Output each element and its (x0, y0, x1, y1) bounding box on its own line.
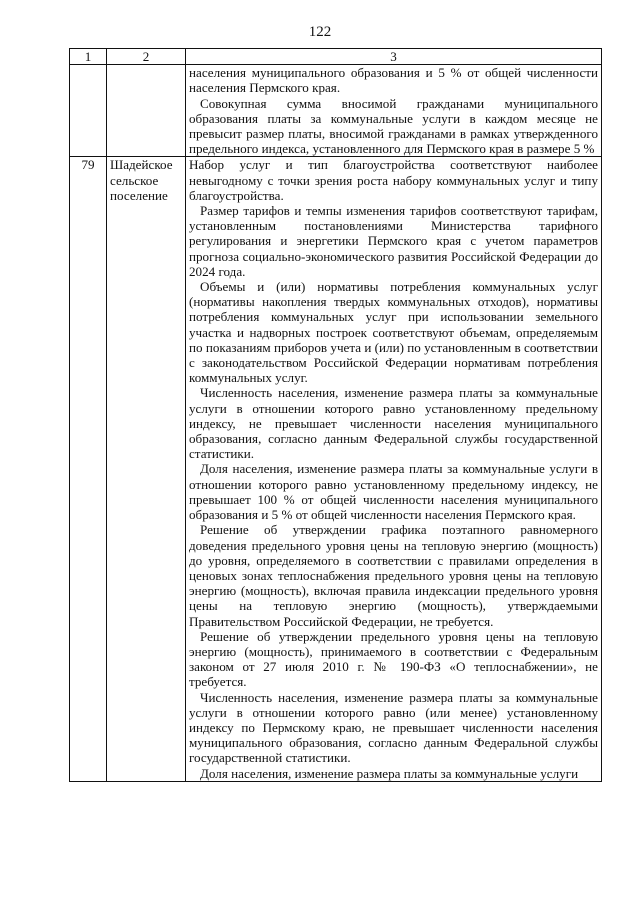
row-number: 79 (70, 157, 107, 781)
page-number: 122 (308, 24, 332, 40)
continuation-number-cell (70, 65, 107, 157)
row-paragraph: Решение об утверждении графика поэтапного равномерного доведения предельного уровня цены на тепловую энергию (мощность) до уровня, определяемого в соответствии с правилами определения в ценовых зонах теплоснабжения предельного уровня цены на тепловую энергию (мощность), включая правила индексации предельного уровня цены на тепловую энергию (мощность), утверждаемыми Правительством Российской Федерации, не требуется. (189, 522, 598, 629)
row-paragraph: Численность населения, изменение размера платы за коммунальные услуги в отношении которого равно (или менее) установленному индексу по Пермскому краю, не превышает численности населения муниципального образования, согласно данным Федеральной службы государственной статистики. (189, 689, 598, 766)
row-paragraph: Доля населения, изменение размера платы за коммунальные услуги (200, 765, 579, 781)
continuation-paragraph: Совокупная сумма вносимой гражданами муниципального образования платы за коммунальные услуги в каждом месяце не превысит размер платы, вносимой гражданами в рамках утвержденного предельного индекса, установленного для Пермского края в размере 5 % (189, 95, 598, 157)
row-paragraph: Размер тарифов и темпы изменения тарифов соответствуют тарифам, установленным постановлениями Министерства тарифного регулирования и энергетики Пермского края с учетом параметров прогноза социально-экономического развития Российской Федерации до 2024 года. (189, 203, 598, 279)
column-header-2: 2 (107, 49, 186, 65)
continuation-paragraph: населения муниципального образования и 5 % от общей численности населения Пермского края. (189, 65, 598, 96)
continuation-name-cell (107, 65, 186, 157)
continuation-row (70, 65, 602, 157)
row-paragraph: Доля населения, изменение размера платы за коммунальные услуги в отношении которого равно установленному предельному индексу, не превышает 100 % от общей численности населения муниципального образования и 5 % от общей численности населения Пермского края. (189, 461, 598, 523)
row-paragraph: Набор услуг и тип благоустройства соответствуют наиболее невыгодному с точки зрения роста набору коммунальных услуг и типу благоустройства. (189, 157, 598, 203)
continuation-text-cell (186, 65, 602, 157)
row-paragraph: Решение об утверждении предельного уровня цены на тепловую энергию (мощность), принимаемого в соответствии с Федеральным законом от 27 июля 2010 г. № 190-ФЗ «О теплоснабжении», не требуется. (189, 628, 598, 690)
row-text-cell (186, 157, 602, 781)
document-table (69, 48, 602, 782)
municipality-name: Шадейское сельское поселение (107, 157, 186, 781)
row-paragraph: Объемы и (или) нормативы потребления коммунальных услуг (нормативы накопления твердых коммунальных отходов), нормативы потребления коммунальных услуг при использовании земельного участка и надворных построек соответствуют объемам, определяемым по показаниям приборов учета и (или) по установленным в соответствии с законодательством Российской Федерации нормативам потребления коммунальных услуг. (189, 279, 598, 386)
table-row (70, 157, 602, 781)
table-header-row (70, 49, 602, 65)
row-paragraph: Численность населения, изменение размера платы за коммунальные услуги в отношении которого равно установленному предельному индексу, не превышает численности населения муниципального образования, согласно данным Федеральной службы государственной статистики. (189, 385, 598, 462)
column-header-1: 1 (70, 49, 107, 65)
column-header-3: 3 (186, 49, 602, 65)
